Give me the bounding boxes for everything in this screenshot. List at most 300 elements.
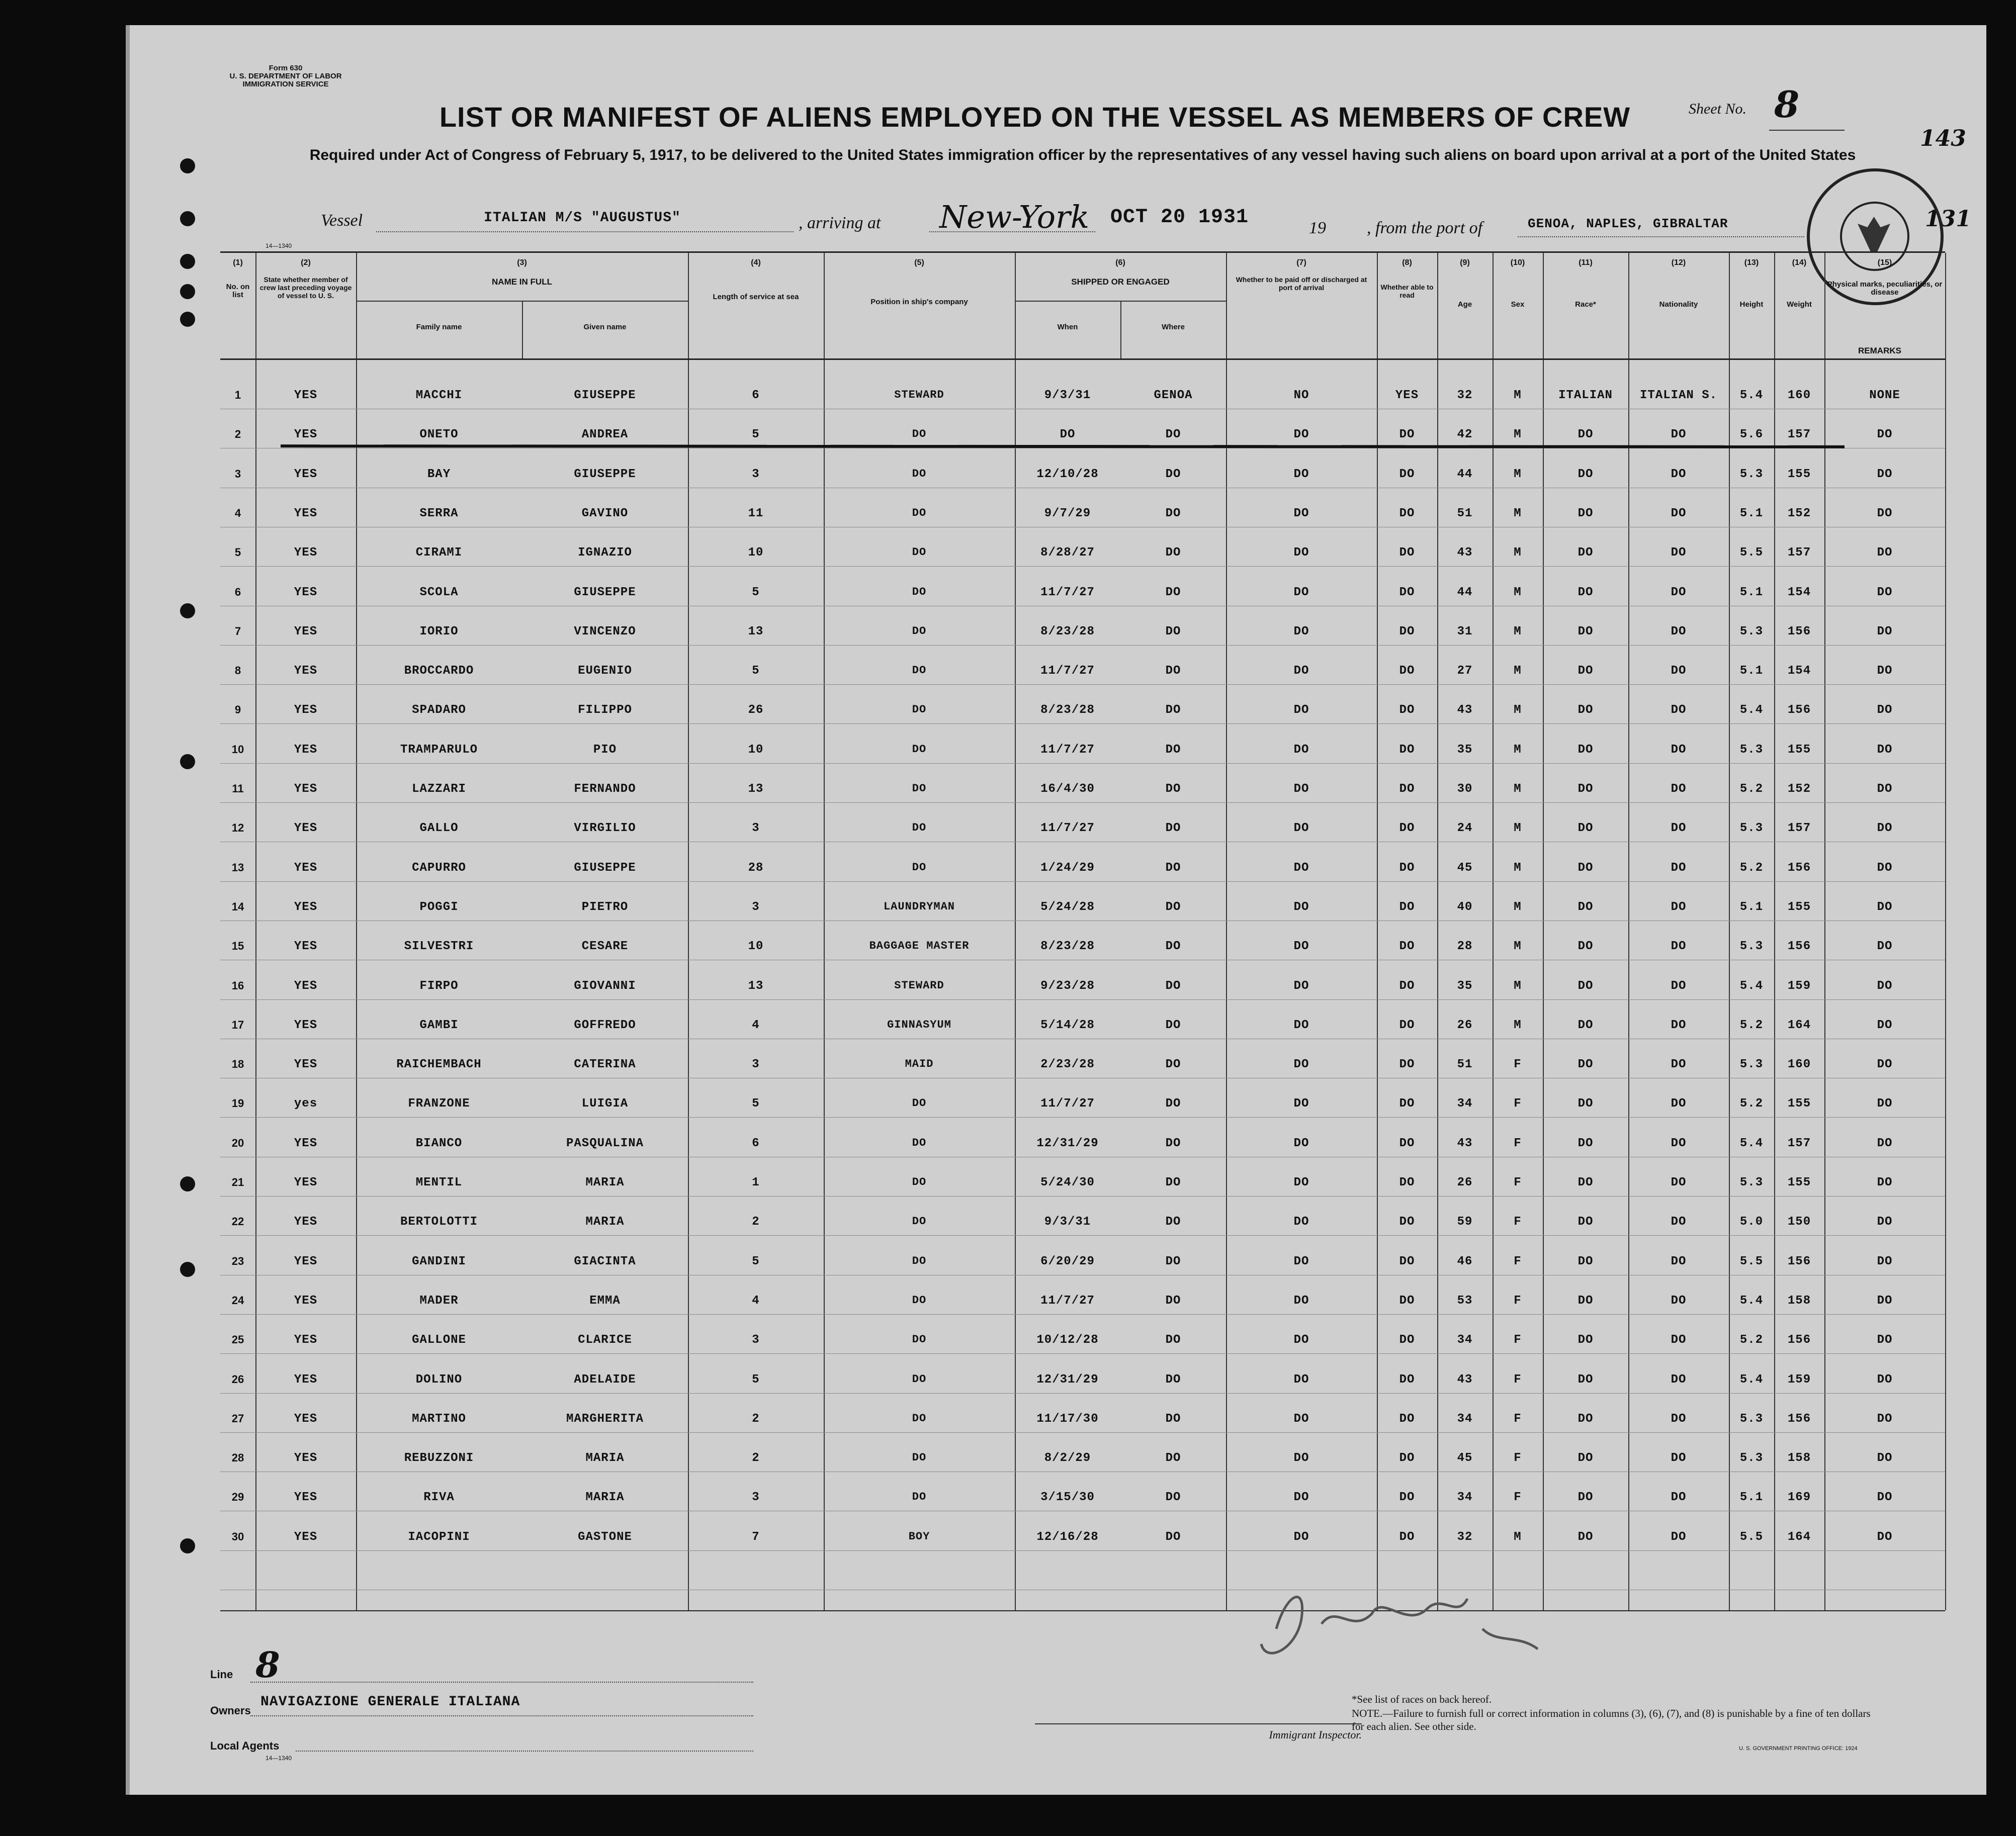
shipped-when: 11/7/27	[1040, 743, 1095, 757]
table-row	[220, 625, 1945, 664]
height: 5.1	[1739, 506, 1764, 520]
able-to-read: DO	[1399, 585, 1415, 599]
able-to-read: DO	[1399, 1215, 1415, 1229]
physical-marks: DO	[1877, 1018, 1893, 1032]
paid-off: DO	[1293, 1451, 1309, 1465]
nationality: DO	[1671, 900, 1687, 914]
physical-marks: DO	[1877, 1530, 1893, 1544]
nationality: DO	[1671, 1136, 1687, 1150]
weight: 160	[1787, 1058, 1811, 1072]
header-name-in-full: NAME IN FULL	[492, 277, 552, 287]
header-bottom-rule	[220, 358, 1945, 360]
punch-hole	[180, 1262, 195, 1277]
length-of-service: 7	[752, 1530, 760, 1544]
header-where: Where	[1162, 323, 1185, 331]
document-title: LIST OR MANIFEST OF ALIENS EMPLOYED ON THE VESSEL AS MEMBERS OF CREW	[439, 101, 1631, 133]
family-name: SILVESTRI	[404, 940, 474, 954]
weight: 157	[1787, 1136, 1811, 1150]
able-to-read: DO	[1399, 546, 1415, 560]
shipped-where: DO	[1165, 821, 1181, 836]
sex: F	[1514, 1097, 1522, 1111]
race: DO	[1577, 664, 1594, 678]
age: 35	[1457, 979, 1473, 993]
physical-marks: DO	[1877, 546, 1893, 560]
position: DO	[912, 467, 927, 480]
printer-mark: U. S. GOVERNMENT PRINTING OFFICE: 1924	[1739, 1746, 1858, 1752]
shipped-when: 5/24/30	[1040, 1176, 1095, 1189]
member-status: YES	[294, 428, 318, 442]
length-of-service: 26	[748, 703, 764, 717]
given-name: PIO	[593, 743, 617, 757]
header-length-of-service: Length of service at sea	[713, 293, 799, 301]
weight: 155	[1787, 743, 1811, 757]
vessel-underline	[376, 231, 794, 232]
weight: 156	[1787, 1254, 1811, 1268]
family-name: MENTIL	[415, 1176, 463, 1189]
row-number: 28	[231, 1451, 244, 1464]
punch-hole	[180, 1176, 195, 1191]
column-number: (2)	[301, 258, 311, 267]
nationality: DO	[1671, 1333, 1687, 1347]
sex: F	[1514, 1254, 1522, 1268]
sex: M	[1514, 940, 1522, 954]
race: DO	[1577, 1176, 1594, 1189]
nationality: DO	[1671, 624, 1687, 638]
position: DO	[912, 1451, 927, 1464]
position: DO	[912, 782, 927, 795]
nationality: DO	[1671, 1018, 1687, 1032]
sex: M	[1514, 467, 1522, 481]
given-name: VIRGILIO	[574, 821, 636, 836]
height: 5.2	[1739, 1018, 1764, 1032]
nationality: DO	[1671, 585, 1687, 599]
shipped-when: 10/12/28	[1036, 1333, 1099, 1347]
age: 43	[1457, 1372, 1473, 1387]
length-of-service: 5	[752, 585, 760, 599]
race: DO	[1577, 1530, 1594, 1544]
physical-marks: DO	[1877, 900, 1893, 914]
paid-off: DO	[1293, 1333, 1309, 1347]
family-name: MACCHI	[415, 389, 463, 402]
column-number: (3)	[517, 258, 527, 267]
header-nationality: Nationality	[1659, 300, 1698, 309]
physical-marks: DO	[1877, 664, 1893, 678]
punch-hole	[180, 254, 195, 269]
side-number-bottom: 131	[1925, 206, 1971, 232]
given-name: GIACINTA	[574, 1254, 636, 1268]
footer-note-races: *See list of races on back hereof.	[1352, 1693, 1492, 1705]
weight: 156	[1787, 703, 1811, 717]
paid-off: DO	[1293, 428, 1309, 442]
weight: 156	[1787, 1333, 1811, 1347]
age: 40	[1457, 900, 1473, 914]
member-status: YES	[294, 1294, 318, 1308]
able-to-read: DO	[1399, 428, 1415, 442]
shipped-where: DO	[1165, 861, 1181, 875]
race: DO	[1577, 585, 1594, 599]
physical-marks: DO	[1877, 428, 1893, 442]
physical-marks: DO	[1877, 821, 1893, 836]
family-name: FRANZONE	[408, 1097, 470, 1111]
table-row	[220, 861, 1945, 900]
height: 5.1	[1739, 900, 1764, 914]
table-row	[220, 586, 1945, 625]
sex: F	[1514, 1136, 1522, 1150]
race: DO	[1577, 1451, 1594, 1465]
family-name: SERRA	[419, 506, 459, 520]
weight: 156	[1787, 1412, 1811, 1426]
weight: 155	[1787, 900, 1811, 914]
table-row	[220, 782, 1945, 821]
position: GINNASYUM	[887, 1018, 951, 1031]
weight: 159	[1787, 979, 1811, 993]
able-to-read: YES	[1395, 389, 1419, 402]
able-to-read: DO	[1399, 467, 1415, 481]
paid-off: DO	[1293, 1215, 1309, 1229]
shipped-where: DO	[1165, 428, 1181, 442]
footer-owners-value: NAVIGAZIONE GENERALE ITALIANA	[260, 1694, 520, 1710]
shipped-when: 11/7/27	[1040, 1294, 1095, 1308]
able-to-read: DO	[1399, 940, 1415, 954]
nationality: DO	[1671, 1254, 1687, 1268]
paid-off: DO	[1293, 900, 1309, 914]
table-row	[220, 1176, 1945, 1215]
column-number: (10)	[1510, 258, 1525, 267]
physical-marks: DO	[1877, 703, 1893, 717]
physical-marks: DO	[1877, 624, 1893, 638]
able-to-read: DO	[1399, 1176, 1415, 1189]
form-code-top: 14—1340	[266, 242, 292, 249]
physical-marks: NONE	[1869, 389, 1900, 402]
race: DO	[1577, 1097, 1594, 1111]
header-weight: Weight	[1787, 300, 1812, 309]
physical-marks: DO	[1877, 1215, 1893, 1229]
age: 44	[1457, 585, 1473, 599]
header-when: When	[1057, 323, 1078, 331]
shipped-where: DO	[1165, 1412, 1181, 1426]
physical-marks: DO	[1877, 1058, 1893, 1072]
member-status: YES	[294, 1491, 318, 1505]
position: STEWARD	[894, 979, 944, 992]
member-status: YES	[294, 664, 318, 678]
table-row	[220, 1491, 1945, 1530]
physical-marks: DO	[1877, 1491, 1893, 1505]
length-of-service: 3	[752, 1491, 760, 1505]
age: 26	[1457, 1018, 1473, 1032]
header-no-on-list: No. on list	[226, 283, 250, 299]
able-to-read: DO	[1399, 1294, 1415, 1308]
family-name: REBUZZONI	[404, 1451, 474, 1465]
paid-off: DO	[1293, 1176, 1309, 1189]
header-paid-off: Whether to be paid off or discharged at port of arrival	[1236, 276, 1367, 292]
table-row	[220, 1451, 1945, 1491]
paid-off: DO	[1293, 546, 1309, 560]
height: 5.3	[1739, 624, 1764, 638]
form-number: Form 630	[269, 64, 303, 72]
row-number: 13	[231, 861, 244, 874]
given-name: CATERINA	[574, 1058, 636, 1072]
row-number: 16	[231, 979, 244, 992]
member-status: YES	[294, 1372, 318, 1387]
paid-off: DO	[1293, 1136, 1309, 1150]
family-name: GALLO	[419, 821, 459, 836]
row-number: 30	[231, 1530, 244, 1543]
race: DO	[1577, 703, 1594, 717]
shipped-where: DO	[1165, 1097, 1181, 1111]
column-number: (12)	[1671, 258, 1686, 267]
nationality: DO	[1671, 664, 1687, 678]
given-name: GIUSEPPE	[574, 467, 636, 481]
header-remarks: REMARKS	[1858, 346, 1901, 355]
shipped-where: DO	[1165, 1333, 1181, 1347]
family-name: MADER	[419, 1294, 459, 1308]
footer-line-value: 8	[255, 1644, 280, 1686]
able-to-read: DO	[1399, 703, 1415, 717]
given-name: LUIGIA	[581, 1097, 629, 1111]
table-row	[220, 703, 1945, 743]
row-number: 24	[231, 1294, 244, 1307]
row-number: 3	[234, 467, 241, 480]
shipped-when: 12/10/28	[1036, 467, 1099, 481]
position: DO	[912, 1097, 927, 1110]
sex: M	[1514, 900, 1522, 914]
table-row	[220, 1333, 1945, 1372]
shipped-when: 11/7/27	[1040, 585, 1095, 599]
family-name: IACOPINI	[408, 1530, 470, 1544]
family-name: GANDINI	[412, 1254, 466, 1268]
height: 5.4	[1739, 979, 1764, 993]
paid-off: NO	[1293, 389, 1309, 402]
shipped-when: 8/23/28	[1040, 624, 1095, 638]
table-row	[220, 1294, 1945, 1333]
shipped-where: DO	[1165, 782, 1181, 796]
nationality: DO	[1671, 467, 1687, 481]
able-to-read: DO	[1399, 743, 1415, 757]
shipped-when: 5/14/28	[1040, 1018, 1095, 1032]
shipped-where: GENOA	[1154, 389, 1193, 402]
row-number: 4	[234, 506, 241, 519]
given-name: GOFFREDO	[574, 1018, 636, 1032]
able-to-read: DO	[1399, 1097, 1415, 1111]
header-given-name: Given name	[583, 323, 627, 331]
height: 5.3	[1739, 467, 1764, 481]
age: 59	[1457, 1215, 1473, 1229]
physical-marks: DO	[1877, 1254, 1893, 1268]
nationality: DO	[1671, 1176, 1687, 1189]
row-number: 23	[231, 1254, 244, 1267]
length-of-service: 10	[748, 743, 764, 757]
shipped-where: DO	[1165, 900, 1181, 914]
row-number: 21	[231, 1176, 244, 1188]
shipped-when: 11/17/30	[1036, 1412, 1099, 1426]
shipped-where: DO	[1165, 940, 1181, 954]
weight: 169	[1787, 1491, 1811, 1505]
sex: M	[1514, 782, 1522, 796]
family-name: BIANCO	[415, 1136, 463, 1150]
able-to-read: DO	[1399, 1372, 1415, 1387]
height: 5.3	[1739, 940, 1764, 954]
height: 5.3	[1739, 743, 1764, 757]
table-row	[220, 1058, 1945, 1097]
age: 42	[1457, 428, 1473, 442]
given-name: CESARE	[581, 940, 629, 954]
given-name: MARIA	[585, 1176, 625, 1189]
shipped-where: DO	[1165, 1372, 1181, 1387]
height: 5.2	[1739, 782, 1764, 796]
shipped-when: 12/16/28	[1036, 1530, 1099, 1544]
position: DO	[912, 861, 927, 874]
member-status: YES	[294, 1058, 318, 1072]
height: 5.3	[1739, 1451, 1764, 1465]
shipped-where: DO	[1165, 585, 1181, 599]
sex: M	[1514, 703, 1522, 717]
table-row	[220, 389, 1945, 428]
nationality: DO	[1671, 743, 1687, 757]
paid-off: DO	[1293, 861, 1309, 875]
form-code-bottom: 14—1340	[266, 1755, 292, 1762]
able-to-read: DO	[1399, 1058, 1415, 1072]
given-name: PIETRO	[581, 900, 629, 914]
sex: M	[1514, 979, 1522, 993]
member-status: YES	[294, 900, 318, 914]
race: DO	[1577, 900, 1594, 914]
shipped-where: DO	[1165, 1491, 1181, 1505]
shipped-where: DO	[1165, 1176, 1181, 1189]
age: 34	[1457, 1097, 1473, 1111]
height: 5.3	[1739, 1412, 1764, 1426]
able-to-read: DO	[1399, 979, 1415, 993]
height: 5.6	[1739, 428, 1764, 442]
table-row	[220, 1019, 1945, 1058]
weight: 157	[1787, 546, 1811, 560]
row-number: 14	[231, 900, 244, 913]
weight: 154	[1787, 585, 1811, 599]
length-of-service: 6	[752, 1136, 760, 1150]
physical-marks: DO	[1877, 585, 1893, 599]
position: DO	[912, 1136, 927, 1149]
owners-underline	[250, 1715, 753, 1716]
shipped-when: 5/24/28	[1040, 900, 1095, 914]
shipped-when: DO	[1060, 428, 1076, 442]
age: 43	[1457, 703, 1473, 717]
paid-off: DO	[1293, 467, 1309, 481]
column-number: (11)	[1579, 258, 1593, 267]
table-row	[220, 940, 1945, 979]
punch-hole	[180, 312, 195, 327]
height: 5.4	[1739, 1294, 1764, 1308]
column-number: (7)	[1296, 258, 1306, 267]
able-to-read: DO	[1399, 624, 1415, 638]
table-row	[220, 664, 1945, 703]
member-status: YES	[294, 1530, 318, 1544]
length-of-service: 3	[752, 821, 760, 836]
row-number: 29	[231, 1491, 244, 1504]
nationality: DO	[1671, 1412, 1687, 1426]
paid-off: DO	[1293, 1412, 1309, 1426]
age: 31	[1457, 624, 1473, 638]
race: DO	[1577, 1058, 1594, 1072]
physical-marks: DO	[1877, 1333, 1893, 1347]
height: 5.2	[1739, 1333, 1764, 1347]
member-status: YES	[294, 1176, 318, 1189]
race: DO	[1577, 1333, 1594, 1347]
nationality: DO	[1671, 1097, 1687, 1111]
weight: 158	[1787, 1294, 1811, 1308]
able-to-read: DO	[1399, 1530, 1415, 1544]
age: 32	[1457, 389, 1473, 402]
family-name: DOLINO	[415, 1372, 463, 1387]
column-number: (1)	[233, 258, 243, 267]
sex: F	[1514, 1294, 1522, 1308]
given-name: FILIPPO	[578, 703, 632, 717]
family-name: BROCCARDO	[404, 664, 474, 678]
position: DO	[912, 624, 927, 637]
family-name: GALLONE	[412, 1333, 466, 1347]
row-number: 22	[231, 1215, 244, 1228]
age: 35	[1457, 743, 1473, 757]
shipped-when: 11/7/27	[1040, 821, 1095, 836]
sheet-number-underline	[1769, 130, 1845, 131]
position: DO	[912, 821, 927, 835]
table-row	[220, 1373, 1945, 1412]
age: 34	[1457, 1333, 1473, 1347]
shipped-when: 12/31/29	[1036, 1372, 1099, 1387]
sex: F	[1514, 1491, 1522, 1505]
table-row	[220, 979, 1945, 1019]
table-row	[220, 1097, 1945, 1136]
family-name: CIRAMI	[415, 546, 463, 560]
column-number: (5)	[914, 258, 924, 267]
from-port-underline	[1518, 236, 1804, 237]
given-name: FERNANDO	[574, 782, 636, 796]
nationality: DO	[1671, 1058, 1687, 1072]
family-name: FIRPO	[419, 979, 459, 993]
sex: F	[1514, 1412, 1522, 1426]
race: DO	[1577, 1215, 1594, 1229]
arrival-date-stamp: OCT 20 1931	[1110, 206, 1249, 229]
nationality: DO	[1671, 1372, 1687, 1387]
weight: 155	[1787, 467, 1811, 481]
family-name: IORIO	[419, 624, 459, 638]
physical-marks: DO	[1877, 1372, 1893, 1387]
shipped-where: DO	[1165, 1018, 1181, 1032]
age: 43	[1457, 546, 1473, 560]
age: 34	[1457, 1491, 1473, 1505]
punch-hole	[180, 1538, 195, 1553]
nationality: DO	[1671, 428, 1687, 442]
sex: M	[1514, 1530, 1522, 1544]
row-number: 7	[234, 624, 241, 637]
race: DO	[1577, 940, 1594, 954]
length-of-service: 5	[752, 428, 760, 442]
shipped-where: DO	[1165, 1058, 1181, 1072]
height: 5.5	[1739, 1530, 1764, 1544]
row-number: 6	[234, 585, 241, 598]
row-number: 12	[231, 821, 244, 835]
sex: M	[1514, 428, 1522, 442]
position: DO	[912, 1294, 927, 1307]
side-number-top: 143	[1920, 126, 1966, 151]
table-row	[220, 1255, 1945, 1294]
age: 26	[1457, 1176, 1473, 1189]
given-name: VINCENZO	[574, 624, 636, 638]
weight: 156	[1787, 861, 1811, 875]
member-status: yes	[294, 1097, 318, 1111]
shipped-when: 12/31/29	[1036, 1136, 1099, 1150]
subheader-rule	[356, 301, 688, 302]
able-to-read: DO	[1399, 664, 1415, 678]
given-name: GASTONE	[578, 1530, 632, 1544]
